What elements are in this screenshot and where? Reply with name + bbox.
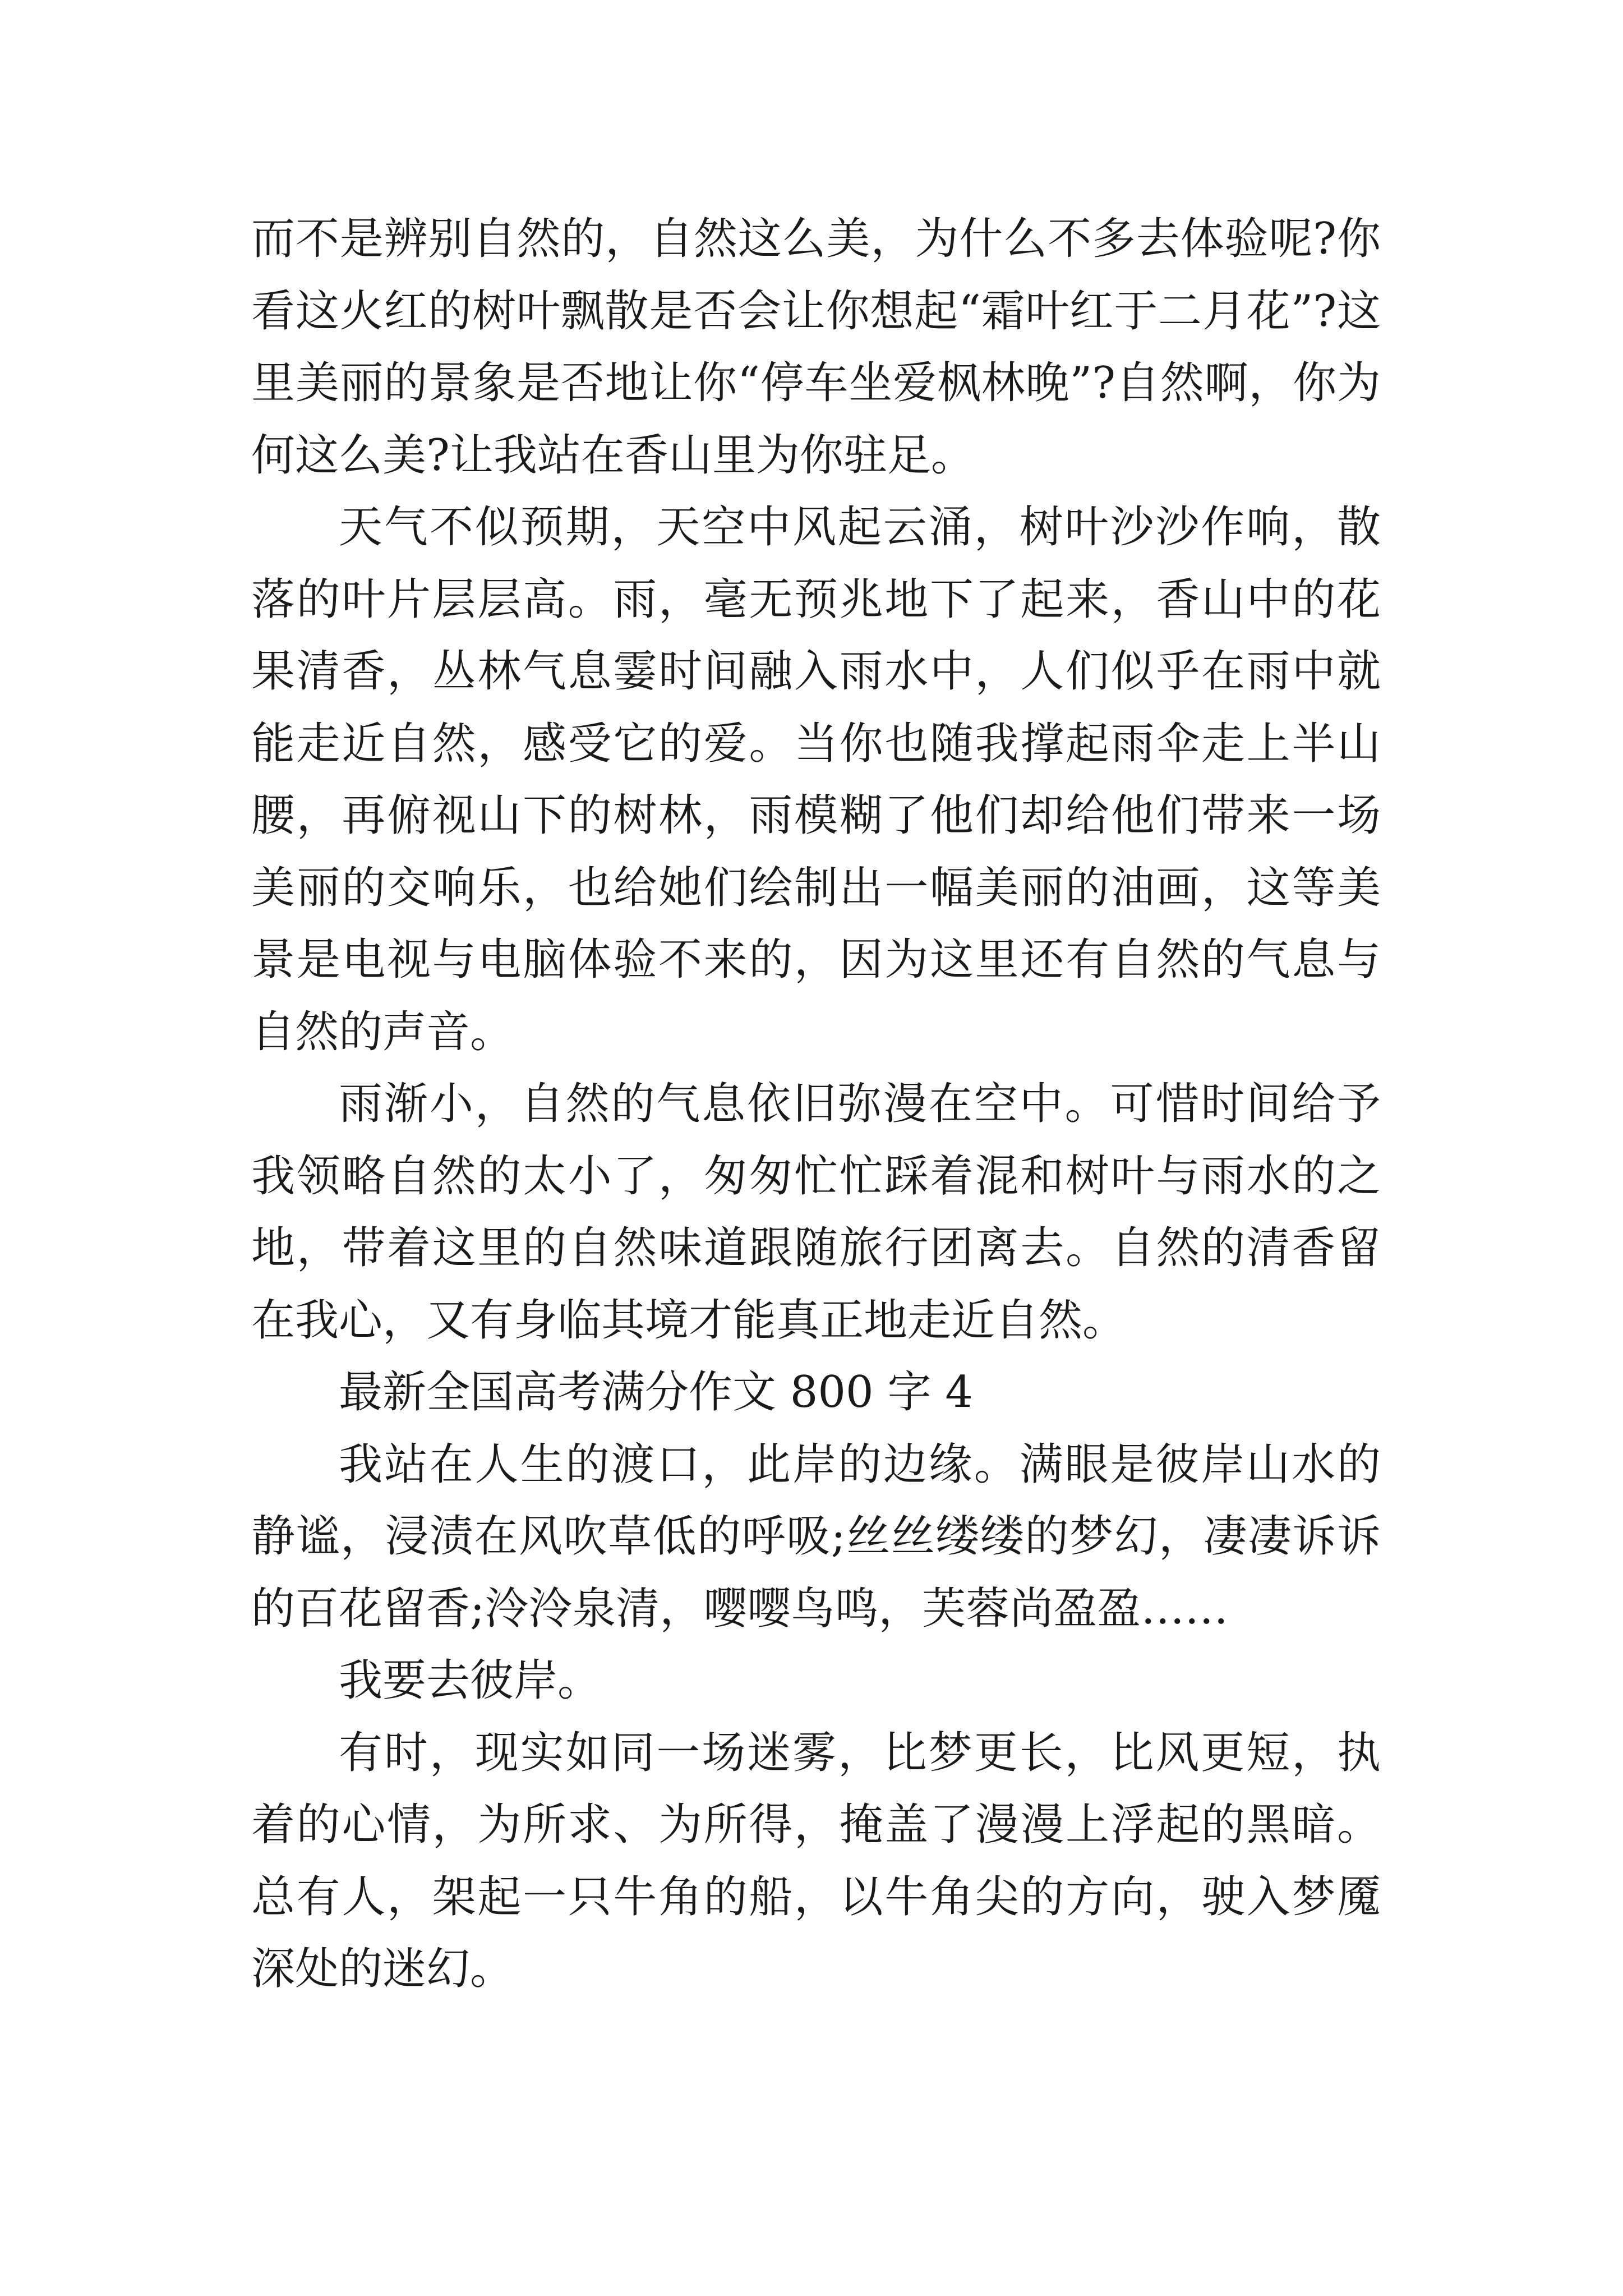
document-body bbox=[251, 203, 1381, 2005]
paragraph-rain-weather: 天气不似预期，天空中风起云涌，树叶沙沙作响，散落的叶片层层高。雨，毫无预兆地下了起来，香山中的花果清香，丛林气息霎时间融入雨水中，人们似乎在雨中就能走近自然，感受它的爱。当你也随我撑起雨伞走上半山腰，再俯视山下的树林，雨模糊了他们却给他们带来一场美丽的交响乐，也给她们绘制出一幅美丽的油画，这等美景是电视与电脑体验不来的，因为这里还有自然的气息与自然的声音。 bbox=[251, 502, 1381, 1057]
paragraph-rain-fading: 雨渐小，自然的气息依旧弥漫在空中。可惜时间给予我领略自然的太小了，匆匆忙忙踩着混和树叶与雨水的之地，带着这里的自然味道跟随旅行团离去。自然的清香留在我心，又有身临其境才能真正地走近自然。 bbox=[251, 1079, 1381, 1346]
paragraph-ferry-crossing: 我站在人生的渡口，此岸的边缘。满眼是彼岸山水的静谧，浸渍在风吹草低的呼吸;丝丝缕缕的梦幻，凄凄诉诉的百花留香;泠泠泉清，嘤嘤鸟鸣，芙蓉尚盈盈…… bbox=[251, 1439, 1381, 1634]
paragraph-to-other-shore: 我要去彼岸。 bbox=[339, 1655, 602, 1706]
paragraph-continuation: 而不是辨别自然的，自然这么美，为什么不多去体验呢?你看这火红的树叶飘散是否会让你想起“霜叶红于二月花”?这里美丽的景象是否地让你“停车坐爱枫林晚”?自然啊，你为何这么美?让我站在香山里为你驻足。 bbox=[251, 214, 1381, 481]
paragraph-reality-fog: 有时，现实如同一场迷雾，比梦更长，比风更短，执着的心情，为所求、为所得，掩盖了漫漫上浮起的黑暗。总有人，架起一只牛角的船，以牛角尖的方向，驶入梦魇深处的迷幻。 bbox=[251, 1727, 1381, 1994]
section-heading: 最新全国高考满分作文 800 字 4 bbox=[339, 1367, 973, 1418]
